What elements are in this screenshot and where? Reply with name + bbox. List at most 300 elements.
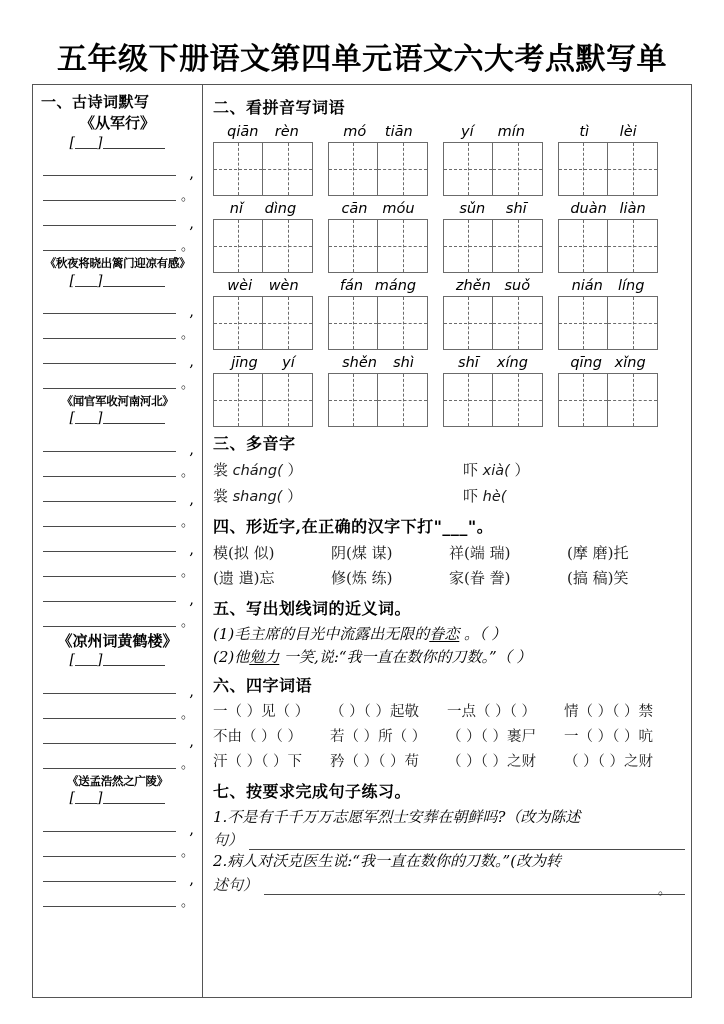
tianzige-cell[interactable] bbox=[559, 220, 608, 272]
pinyin-word-item bbox=[443, 276, 543, 350]
pinyin-syllable: yí bbox=[461, 124, 474, 140]
pinyin-label bbox=[328, 199, 428, 219]
pinyin-word-item bbox=[443, 353, 543, 427]
line-punctuation: , bbox=[189, 301, 194, 320]
tianzige-cell[interactable] bbox=[444, 220, 493, 272]
tianzige-box[interactable] bbox=[443, 373, 543, 427]
pinyin-label bbox=[443, 353, 543, 373]
write-rule bbox=[43, 388, 176, 389]
sentence-prompt-tail: 述句） bbox=[213, 875, 259, 894]
polyphone-answer-blank[interactable]: ） bbox=[282, 486, 303, 505]
tianzige-cell[interactable] bbox=[444, 297, 493, 349]
tianzige-cell[interactable] bbox=[608, 374, 657, 426]
tianzige-box[interactable] bbox=[213, 142, 313, 196]
idiom-item[interactable]: 一（ ）（ ）吭 bbox=[564, 729, 653, 746]
poem-write-line[interactable] bbox=[41, 205, 194, 233]
author-bracket: [ bbox=[69, 410, 75, 427]
tianzige-cell[interactable] bbox=[608, 297, 657, 349]
pinyin-syllable: xǐng bbox=[614, 355, 646, 371]
pinyin-cell-row bbox=[213, 353, 685, 427]
pinyin-syllable: liàn bbox=[619, 201, 646, 217]
tianzige-cell[interactable] bbox=[329, 297, 378, 349]
author-bracket: [ bbox=[69, 134, 75, 151]
tianzige-cell[interactable] bbox=[214, 220, 263, 272]
poem-author-blank[interactable] bbox=[41, 273, 194, 289]
idiom-item[interactable]: （ ）（ ）裹尸 bbox=[447, 729, 536, 746]
pinyin-label bbox=[443, 276, 543, 296]
pinyin-grid bbox=[213, 122, 685, 427]
sentence-answer-row[interactable] bbox=[213, 874, 685, 895]
idiom-item[interactable]: 一点（ ）（ ） bbox=[447, 704, 536, 721]
poem-write-line[interactable] bbox=[41, 481, 194, 506]
write-rule bbox=[43, 451, 176, 452]
pinyin-label bbox=[443, 122, 543, 142]
author-bracket: ] bbox=[97, 134, 103, 151]
item-number: (2) bbox=[213, 648, 235, 667]
underlined-word: 眷恋 bbox=[429, 624, 460, 643]
poem-title: 《凉州词黄鹤楼》 bbox=[57, 631, 178, 650]
pinyin-syllable: rèn bbox=[274, 124, 299, 140]
similar-character-row[interactable] bbox=[213, 541, 685, 567]
tianzige-cell[interactable] bbox=[444, 374, 493, 426]
pinyin-syllable: sǔn bbox=[459, 201, 486, 217]
polyphone-reading: hè( bbox=[478, 488, 507, 505]
similar-character-item[interactable]: (摩 磨)托 bbox=[567, 543, 629, 562]
similar-character-item[interactable]: (搞 稿)笑 bbox=[567, 569, 629, 588]
poem-write-line[interactable] bbox=[41, 581, 194, 606]
pinyin-syllable: jīng bbox=[231, 355, 258, 371]
line-punctuation: , bbox=[189, 351, 194, 370]
poem-write-line[interactable] bbox=[41, 531, 194, 556]
poem-write-line[interactable] bbox=[41, 886, 194, 911]
pinyin-syllable: wèi bbox=[227, 278, 253, 294]
author-bracket: [ bbox=[69, 272, 75, 289]
poem-title: 《送孟浩然之广陵》 bbox=[67, 773, 168, 788]
write-rule bbox=[43, 526, 176, 527]
line-punctuation: 。 bbox=[180, 564, 194, 580]
pinyin-label bbox=[213, 276, 313, 296]
tianzige-cell[interactable] bbox=[329, 374, 378, 426]
pinyin-row bbox=[213, 199, 685, 273]
pinyin-syllable: yí bbox=[282, 355, 295, 371]
polyphone-entry-left[interactable] bbox=[213, 484, 463, 510]
tianzige-box[interactable] bbox=[213, 296, 313, 350]
pinyin-label bbox=[443, 199, 543, 219]
poem-write-line[interactable] bbox=[41, 456, 194, 481]
write-rule bbox=[43, 313, 176, 314]
sentence-exercise-list bbox=[213, 806, 685, 895]
pinyin-syllable: mín bbox=[497, 124, 525, 140]
write-rule bbox=[43, 551, 176, 552]
tianzige-box[interactable] bbox=[213, 219, 313, 273]
polyphone-entry-right[interactable] bbox=[463, 484, 506, 510]
pinyin-syllable: suǒ bbox=[504, 278, 531, 294]
section-two-heading: 二、看拼音写词语 bbox=[213, 98, 346, 117]
section-six-heading: 六、四字词语 bbox=[213, 676, 313, 696]
pinyin-label bbox=[558, 199, 658, 219]
idiom-item[interactable]: （ ）（ ）之财 bbox=[564, 754, 653, 771]
line-punctuation: , bbox=[189, 439, 194, 458]
section-three-heading: 三、多音字 bbox=[213, 434, 296, 453]
pinyin-word-item bbox=[558, 122, 658, 196]
tianzige-cell[interactable] bbox=[214, 297, 263, 349]
pinyin-label bbox=[558, 353, 658, 373]
tianzige-cell[interactable] bbox=[214, 143, 263, 195]
author-bracket: ] bbox=[97, 790, 103, 807]
pinyin-word-item bbox=[328, 199, 428, 273]
line-punctuation: 。 bbox=[180, 706, 194, 722]
idiom-row[interactable] bbox=[213, 725, 685, 750]
pinyin-row bbox=[213, 122, 685, 196]
pinyin-word-item bbox=[213, 276, 313, 350]
line-punctuation: 。 bbox=[180, 376, 194, 392]
pinyin-label bbox=[328, 276, 428, 296]
section-five-heading: 五、写出划线词的近义词。 bbox=[213, 598, 412, 618]
sentence-prompt-tail: 句） bbox=[213, 831, 244, 850]
poem-write-line[interactable] bbox=[41, 155, 194, 183]
pinyin-word-item bbox=[328, 276, 428, 350]
tianzige-cell[interactable] bbox=[378, 143, 427, 195]
tianzige-cell[interactable] bbox=[444, 143, 493, 195]
poem-write-line[interactable] bbox=[41, 698, 194, 723]
author-name-blank[interactable] bbox=[103, 410, 165, 424]
tianzige-cell[interactable] bbox=[493, 374, 542, 426]
author-inner-blank[interactable] bbox=[75, 411, 97, 424]
section-seven-heading: 七、按要求完成句子练习。 bbox=[213, 782, 412, 802]
synonym-list bbox=[213, 623, 685, 670]
poem-write-line[interactable] bbox=[41, 606, 194, 631]
tianzige-box[interactable] bbox=[328, 296, 428, 350]
pinyin-syllable: shěn bbox=[342, 355, 377, 371]
tianzige-cell[interactable] bbox=[493, 297, 542, 349]
write-rule bbox=[43, 363, 176, 364]
write-rule bbox=[43, 501, 176, 502]
polyphone-char: 吓 bbox=[463, 461, 479, 479]
pinyin-word-item bbox=[443, 199, 543, 273]
poem-write-line[interactable] bbox=[41, 318, 194, 343]
page-title: 五年级下册语文第四单元语文六大考点默写单 bbox=[57, 42, 667, 77]
tianzige-box[interactable] bbox=[213, 373, 313, 427]
author-inner-blank[interactable] bbox=[75, 274, 97, 287]
poem-write-line[interactable] bbox=[41, 748, 194, 773]
tianzige-cell[interactable] bbox=[329, 220, 378, 272]
sentence-answer-row[interactable] bbox=[213, 829, 685, 850]
tianzige-cell[interactable] bbox=[378, 297, 427, 349]
tianzige-box[interactable] bbox=[558, 373, 658, 427]
pinyin-syllable: lèi bbox=[619, 124, 637, 140]
pinyin-cell-row bbox=[213, 199, 685, 273]
tianzige-cell[interactable] bbox=[378, 220, 427, 272]
write-rule bbox=[43, 906, 176, 907]
pinyin-syllable: shī bbox=[458, 355, 479, 371]
write-rule bbox=[43, 626, 176, 627]
write-rule bbox=[43, 601, 176, 602]
pinyin-syllable: duàn bbox=[570, 201, 607, 217]
pinyin-label bbox=[328, 122, 428, 142]
pinyin-row bbox=[213, 276, 685, 350]
poem-write-line[interactable] bbox=[41, 180, 194, 205]
item-number: (1) bbox=[213, 624, 235, 643]
pinyin-word-item bbox=[558, 353, 658, 427]
line-punctuation: 。 bbox=[180, 614, 194, 630]
tianzige-cell[interactable] bbox=[493, 220, 542, 272]
pinyin-syllable: dìng bbox=[264, 201, 297, 217]
tianzige-box[interactable] bbox=[328, 373, 428, 427]
poem-author-blank[interactable] bbox=[41, 410, 194, 426]
tianzige-cell[interactable] bbox=[329, 143, 378, 195]
idiom-item[interactable]: 一（ ）见（ ） bbox=[213, 704, 310, 721]
sentence-answer-blank[interactable] bbox=[264, 877, 685, 895]
author-name-blank[interactable] bbox=[103, 652, 165, 666]
poem-write-line[interactable] bbox=[41, 506, 194, 531]
poem-write-line[interactable] bbox=[41, 556, 194, 581]
tianzige-cell[interactable] bbox=[378, 374, 427, 426]
tianzige-box[interactable] bbox=[558, 219, 658, 273]
line-punctuation: , bbox=[189, 731, 194, 750]
tianzige-box[interactable] bbox=[443, 142, 543, 196]
line-punctuation: , bbox=[189, 539, 194, 558]
pinyin-word-item bbox=[558, 199, 658, 273]
write-rule bbox=[43, 175, 176, 176]
polyphone-row[interactable] bbox=[213, 458, 685, 484]
pinyin-syllable: zhěn bbox=[455, 278, 491, 294]
pinyin-word-item bbox=[213, 353, 313, 427]
poem-write-line[interactable] bbox=[41, 293, 194, 318]
poem-write-line[interactable] bbox=[41, 723, 194, 748]
pinyin-syllable: nián bbox=[571, 278, 603, 294]
polyphone-reading: xià( bbox=[478, 463, 510, 479]
worksheet-table bbox=[32, 84, 692, 998]
author-bracket: [ bbox=[69, 790, 75, 807]
write-rule bbox=[43, 768, 176, 769]
author-bracket: ] bbox=[97, 272, 103, 289]
author-bracket: ] bbox=[97, 410, 103, 427]
similar-character-row[interactable] bbox=[213, 566, 685, 592]
tianzige-cell[interactable] bbox=[559, 143, 608, 195]
tianzige-cell[interactable] bbox=[263, 297, 312, 349]
polyphone-char: 吓 bbox=[463, 486, 479, 505]
four-character-idiom-list bbox=[213, 700, 685, 775]
right-column bbox=[203, 85, 691, 997]
line-punctuation: 。 bbox=[180, 756, 194, 772]
author-bracket: ] bbox=[97, 652, 103, 669]
pinyin-label bbox=[558, 122, 658, 142]
pinyin-syllable: fán bbox=[339, 278, 364, 294]
poem-title: 《秋夜将晓出篱门迎凉有感》 bbox=[44, 256, 191, 271]
idiom-item[interactable]: （ ）（ ）之财 bbox=[447, 754, 536, 771]
tianzige-cell[interactable] bbox=[608, 143, 657, 195]
underlined-word: 勉力 bbox=[249, 648, 280, 667]
tianzige-cell[interactable] bbox=[214, 374, 263, 426]
write-rule bbox=[43, 856, 176, 857]
left-column bbox=[33, 85, 203, 997]
author-name-blank[interactable] bbox=[103, 790, 165, 804]
pinyin-cell-row bbox=[213, 276, 685, 350]
idiom-item[interactable]: 不由（ ）（ ） bbox=[213, 729, 302, 746]
idiom-row[interactable] bbox=[213, 750, 685, 775]
section-four-heading: 四、形近字,在正确的汉字下打"___"。 bbox=[213, 516, 494, 536]
sentence-answer-blank[interactable]: 。（ ） bbox=[459, 624, 507, 643]
tianzige-cell[interactable] bbox=[493, 143, 542, 195]
similar-character-item[interactable]: (遗 遣)忘 bbox=[213, 569, 275, 588]
write-rule bbox=[43, 225, 176, 226]
poem-write-line[interactable] bbox=[41, 861, 194, 886]
line-punctuation: , bbox=[189, 589, 194, 608]
tianzige-cell[interactable] bbox=[263, 374, 312, 426]
author-inner-blank[interactable] bbox=[75, 791, 97, 804]
tianzige-box[interactable] bbox=[443, 296, 543, 350]
write-rule bbox=[43, 576, 176, 577]
line-punctuation: , bbox=[189, 489, 194, 508]
idiom-item[interactable]: 若（ ）所（ ） bbox=[330, 729, 427, 746]
polyphone-row[interactable] bbox=[213, 484, 685, 510]
similar-characters-list bbox=[213, 541, 685, 592]
sentence-prompt: 1.不是有千千万万志愿军烈士安葬在朝鲜吗?（改为陈述 bbox=[213, 808, 581, 827]
polyphone-reading: cháng( bbox=[228, 463, 283, 479]
pinyin-word-item bbox=[328, 353, 428, 427]
poem-list bbox=[41, 114, 194, 911]
tianzige-box[interactable] bbox=[328, 142, 428, 196]
poem-write-line[interactable] bbox=[41, 673, 194, 698]
sentence-text-before: 他 bbox=[234, 648, 250, 667]
polyphone-answer-blank[interactable]: ） bbox=[509, 461, 530, 479]
line-punctuation: 。 bbox=[180, 894, 194, 910]
line-punctuation: 。 bbox=[180, 326, 194, 342]
poem-title: 《闻官军收河南河北》 bbox=[61, 393, 174, 408]
pinyin-syllable: shì bbox=[393, 355, 414, 371]
tianzige-box[interactable] bbox=[443, 219, 543, 273]
pinyin-syllable: mó bbox=[343, 124, 367, 140]
author-bracket: [ bbox=[69, 652, 75, 669]
pinyin-label bbox=[558, 276, 658, 296]
pinyin-label bbox=[213, 122, 313, 142]
pinyin-syllable: máng bbox=[374, 278, 417, 294]
idiom-row[interactable] bbox=[213, 700, 685, 725]
poem-write-line[interactable] bbox=[41, 230, 194, 255]
line-punctuation: , bbox=[189, 164, 194, 183]
sentence-text-before: 毛主席的目光中流露出无限的 bbox=[234, 624, 430, 643]
section-one-heading: 一、古诗词默写 bbox=[41, 93, 150, 111]
polyphone-entry-left[interactable] bbox=[213, 458, 463, 484]
write-rule bbox=[43, 200, 176, 201]
pinyin-syllable: tiān bbox=[384, 124, 413, 140]
idiom-item[interactable]: 情（ ）（ ）禁 bbox=[564, 704, 653, 721]
line-punctuation: 。 bbox=[180, 464, 194, 480]
similar-character-item[interactable]: 家(眷 誊) bbox=[449, 569, 511, 588]
polyphone-list bbox=[213, 458, 685, 510]
pinyin-row bbox=[213, 353, 685, 427]
pinyin-syllable: qiān bbox=[227, 124, 259, 140]
similar-character-item[interactable]: 祥(端 瑞) bbox=[449, 543, 511, 562]
write-rule bbox=[43, 693, 176, 694]
idiom-item[interactable]: （ ）（ ）起敬 bbox=[330, 704, 419, 721]
pinyin-syllable: móu bbox=[382, 201, 415, 217]
write-rule bbox=[43, 831, 176, 832]
line-punctuation: , bbox=[189, 214, 194, 233]
pinyin-syllable: líng bbox=[617, 278, 645, 294]
line-punctuation: , bbox=[189, 819, 194, 838]
polyphone-char: 裳 bbox=[213, 486, 229, 505]
pinyin-syllable: nǐ bbox=[229, 201, 243, 217]
pinyin-cell-row bbox=[213, 122, 685, 196]
author-name-blank[interactable] bbox=[103, 273, 165, 287]
write-rule bbox=[43, 250, 176, 251]
line-punctuation: 。 bbox=[180, 189, 194, 205]
tianzige-cell[interactable] bbox=[263, 220, 312, 272]
sentence-answer-blank[interactable] bbox=[249, 832, 685, 850]
pinyin-syllable: shī bbox=[505, 201, 527, 217]
write-rule bbox=[43, 338, 176, 339]
pinyin-syllable: cān bbox=[341, 201, 368, 217]
pinyin-label bbox=[213, 353, 313, 373]
tianzige-cell[interactable] bbox=[559, 297, 608, 349]
pinyin-syllable: tì bbox=[579, 124, 590, 140]
sentence-answer-blank[interactable]: 一笑,说:“我一直在数你的刀数。”（ ） bbox=[279, 648, 532, 667]
polyphone-answer-blank[interactable]: ） bbox=[282, 461, 303, 479]
tianzige-box[interactable] bbox=[328, 219, 428, 273]
write-rule bbox=[43, 881, 176, 882]
author-name-blank[interactable] bbox=[103, 135, 165, 149]
pinyin-word-item bbox=[558, 276, 658, 350]
poem-write-line[interactable] bbox=[41, 368, 194, 393]
poem-title: 《从军行》 bbox=[79, 114, 155, 132]
line-punctuation: , bbox=[189, 681, 194, 700]
pinyin-syllable: qīng bbox=[570, 355, 602, 371]
synonym-item[interactable] bbox=[213, 623, 685, 646]
poem-author-blank[interactable] bbox=[41, 790, 194, 806]
similar-character-item[interactable]: 阴(煤 谋) bbox=[331, 543, 393, 562]
polyphone-entry-right[interactable] bbox=[463, 458, 530, 484]
pinyin-syllable: xíng bbox=[496, 355, 528, 371]
poem-write-line[interactable] bbox=[41, 431, 194, 456]
tianzige-box[interactable] bbox=[558, 296, 658, 350]
similar-character-item[interactable]: 模(拟 似) bbox=[213, 543, 275, 562]
pinyin-word-item bbox=[213, 122, 313, 196]
pinyin-word-item bbox=[213, 199, 313, 273]
author-inner-blank[interactable] bbox=[75, 136, 97, 149]
author-inner-blank[interactable] bbox=[75, 653, 97, 666]
write-rule bbox=[43, 743, 176, 744]
pinyin-syllable: wèn bbox=[268, 278, 299, 294]
tianzige-cell[interactable] bbox=[263, 143, 312, 195]
poem-author-blank[interactable] bbox=[41, 652, 194, 668]
polyphone-char: 裳 bbox=[213, 461, 229, 479]
pinyin-word-item bbox=[443, 122, 543, 196]
poem-write-line[interactable] bbox=[41, 811, 194, 836]
line-punctuation: 。 bbox=[180, 844, 194, 860]
pinyin-label bbox=[213, 199, 313, 219]
synonym-item[interactable] bbox=[213, 646, 685, 669]
polyphone-reading: shang( bbox=[228, 488, 283, 505]
line-punctuation: 。 bbox=[180, 514, 194, 530]
pinyin-label bbox=[328, 353, 428, 373]
idiom-item[interactable]: 矜（ ）（ ）苟 bbox=[330, 754, 419, 771]
idiom-item[interactable]: 汗（ ）（ ）下 bbox=[213, 754, 302, 771]
tianzige-cell[interactable] bbox=[559, 374, 608, 426]
pinyin-word-item bbox=[328, 122, 428, 196]
similar-character-item[interactable]: 修(炼 练) bbox=[331, 569, 393, 588]
line-punctuation: 。 bbox=[180, 239, 194, 255]
tianzige-box[interactable] bbox=[558, 142, 658, 196]
poem-author-blank[interactable] bbox=[41, 135, 194, 151]
write-rule bbox=[43, 718, 176, 719]
sentence-prompt: 2.病人对沃克医生说:“我一直在数你的刀数。”(改为转 bbox=[213, 852, 562, 871]
tianzige-cell[interactable] bbox=[608, 220, 657, 272]
line-punctuation: , bbox=[189, 869, 194, 888]
poem-write-line[interactable] bbox=[41, 343, 194, 368]
write-rule bbox=[43, 476, 176, 477]
poem-write-line[interactable] bbox=[41, 836, 194, 861]
